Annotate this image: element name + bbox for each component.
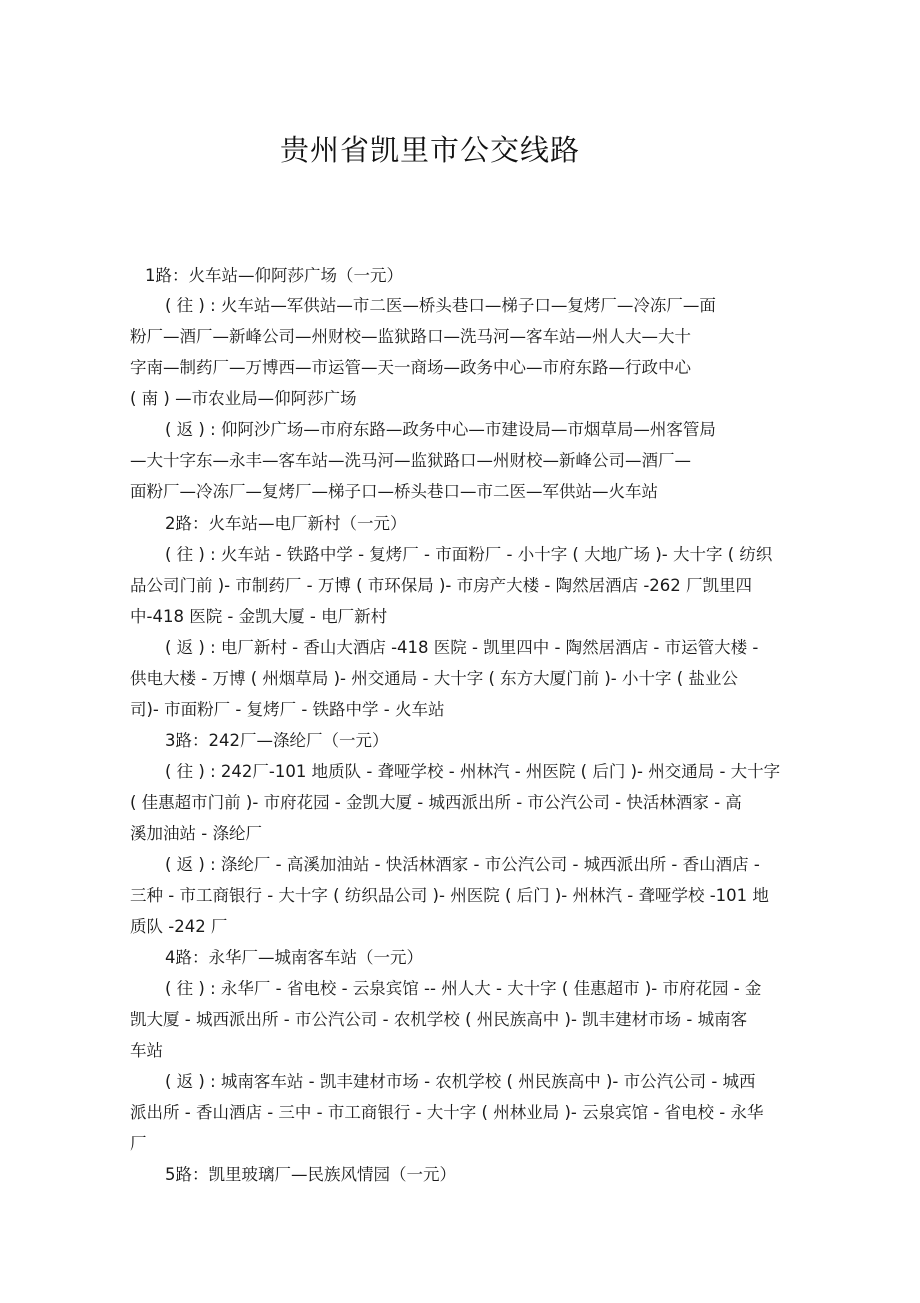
route-4-outbound-line: 凯大厦 - 城西派出所 - 市公汽公司 - 农机学校 ( 州民族高中 )- 凯丰建材市场 - 城南客 — [130, 1010, 748, 1029]
route-1-heading: 1路：火车站—仰阿莎广场（一元） — [145, 266, 403, 285]
route-4-return-line: 厂 — [130, 1134, 147, 1153]
route-1-return-line: 面粉厂—冷冻厂—复烤厂—梯子口—桥头巷口—市二医—军供站—火车站 — [130, 482, 658, 501]
route-4-outbound-line: 车站 — [130, 1041, 163, 1060]
route-2-outbound-line: ( 往 ) : 火车站 - 铁路中学 - 复烤厂 - 市面粉厂 - 小十字 ( 大地广场 )- 大十字 ( 纺织 — [165, 545, 773, 564]
route-3-return-line: 质队 -242 厂 — [130, 917, 228, 936]
route-4-return-line: ( 返 ) : 城南客车站 - 凯丰建材市场 - 农机学校 ( 州民族高中 )- 市公汽公司 - 城西 — [165, 1072, 756, 1091]
route-2-outbound-line: 品公司门前 )- 市制药厂 - 万博 ( 市环保局 )- 市房产大楼 - 陶然居酒店 -262 厂凯里四 — [130, 576, 753, 595]
route-3-heading: 3路：242厂—涤纶厂（一元） — [165, 731, 389, 750]
route-2-return-line: 供电大楼 - 万博 ( 州烟草局 )- 州交通局 - 大十字 ( 东方大厦门前 )- 小十字 ( 盐业公 — [130, 669, 738, 688]
route-3-return-line: ( 返 ) : 涤纶厂 - 高溪加油站 - 快活林酒家 - 市公汽公司 - 城西派出所 - 香山酒店 - — [165, 855, 760, 874]
route-3-outbound-line: 溪加油站 - 涤纶厂 — [130, 824, 262, 843]
route-5-heading: 5路：凯里玻璃厂—民族风情园（一元） — [165, 1165, 456, 1184]
route-1-outbound-line: 粉厂—酒厂—新峰公司—州财校—监狱路口—洗马河—客车站—州人大—大十 — [130, 327, 691, 346]
route-2-return-line: 司)- 市面粉厂 - 复烤厂 - 铁路中学 - 火车站 — [130, 700, 445, 719]
route-2-return-line: ( 返 ) : 电厂新村 - 香山大酒店 -418 医院 - 凯里四中 - 陶然居酒店 - 市运管大楼 - — [165, 638, 759, 657]
route-1-outbound-line: ( 南 ) —市农业局—仰阿莎广场 — [130, 389, 357, 408]
route-1-outbound-line: 字南—制药厂—万博西—市运管—天一商场—政务中心—市府东路—行政中心 — [130, 358, 691, 377]
route-1-outbound-line: ( 往 ) : 火车站—军供站—市二医—桥头巷口—梯子口—复烤厂—冷冻厂—面 — [165, 296, 716, 315]
route-4-heading: 4路：永华厂—城南客车站（一元） — [165, 948, 423, 967]
route-3-return-line: 三种 - 市工商银行 - 大十字 ( 纺织品公司 )- 州医院 ( 后门 )- 州林汽 - 聋哑学校 -101 地 — [130, 886, 769, 905]
route-3-outbound-line: ( 往 ) : 242厂-101 地质队 - 聋哑学校 - 州林汽 - 州医院 ( 后门 )- 州交通局 - 大十字 — [165, 762, 781, 781]
route-3-outbound-line: ( 佳惠超市门前 )- 市府花园 - 金凯大厦 - 城西派出所 - 市公汽公司 - 快活林酒家 - 高 — [130, 793, 742, 812]
route-4-return-line: 派出所 - 香山酒店 - 三中 - 市工商银行 - 大十字 ( 州林业局 )- 云泉宾馆 - 省电校 - 永华 — [130, 1103, 764, 1122]
route-2-heading: 2路：火车站—电厂新村（一元） — [165, 514, 407, 533]
route-1-return-line: —大十字东—永丰—客车站—洗马河—监狱路口—州财校—新峰公司—酒厂— — [130, 451, 691, 470]
route-4-outbound-line: ( 往 ) : 永华厂 - 省电校 - 云泉宾馆 -- 州人大 - 大十字 ( 佳惠超市 )- 市府花园 - 金 — [165, 979, 762, 998]
page-title: 贵州省凯里市公交线路 — [279, 133, 580, 167]
route-2-outbound-line: 中-418 医院 - 金凯大厦 - 电厂新村 — [130, 607, 388, 626]
route-1-return-line: ( 返 ) : 仰阿沙广场—市府东路—政务中心—市建设局—市烟草局—州客管局 — [165, 420, 716, 439]
